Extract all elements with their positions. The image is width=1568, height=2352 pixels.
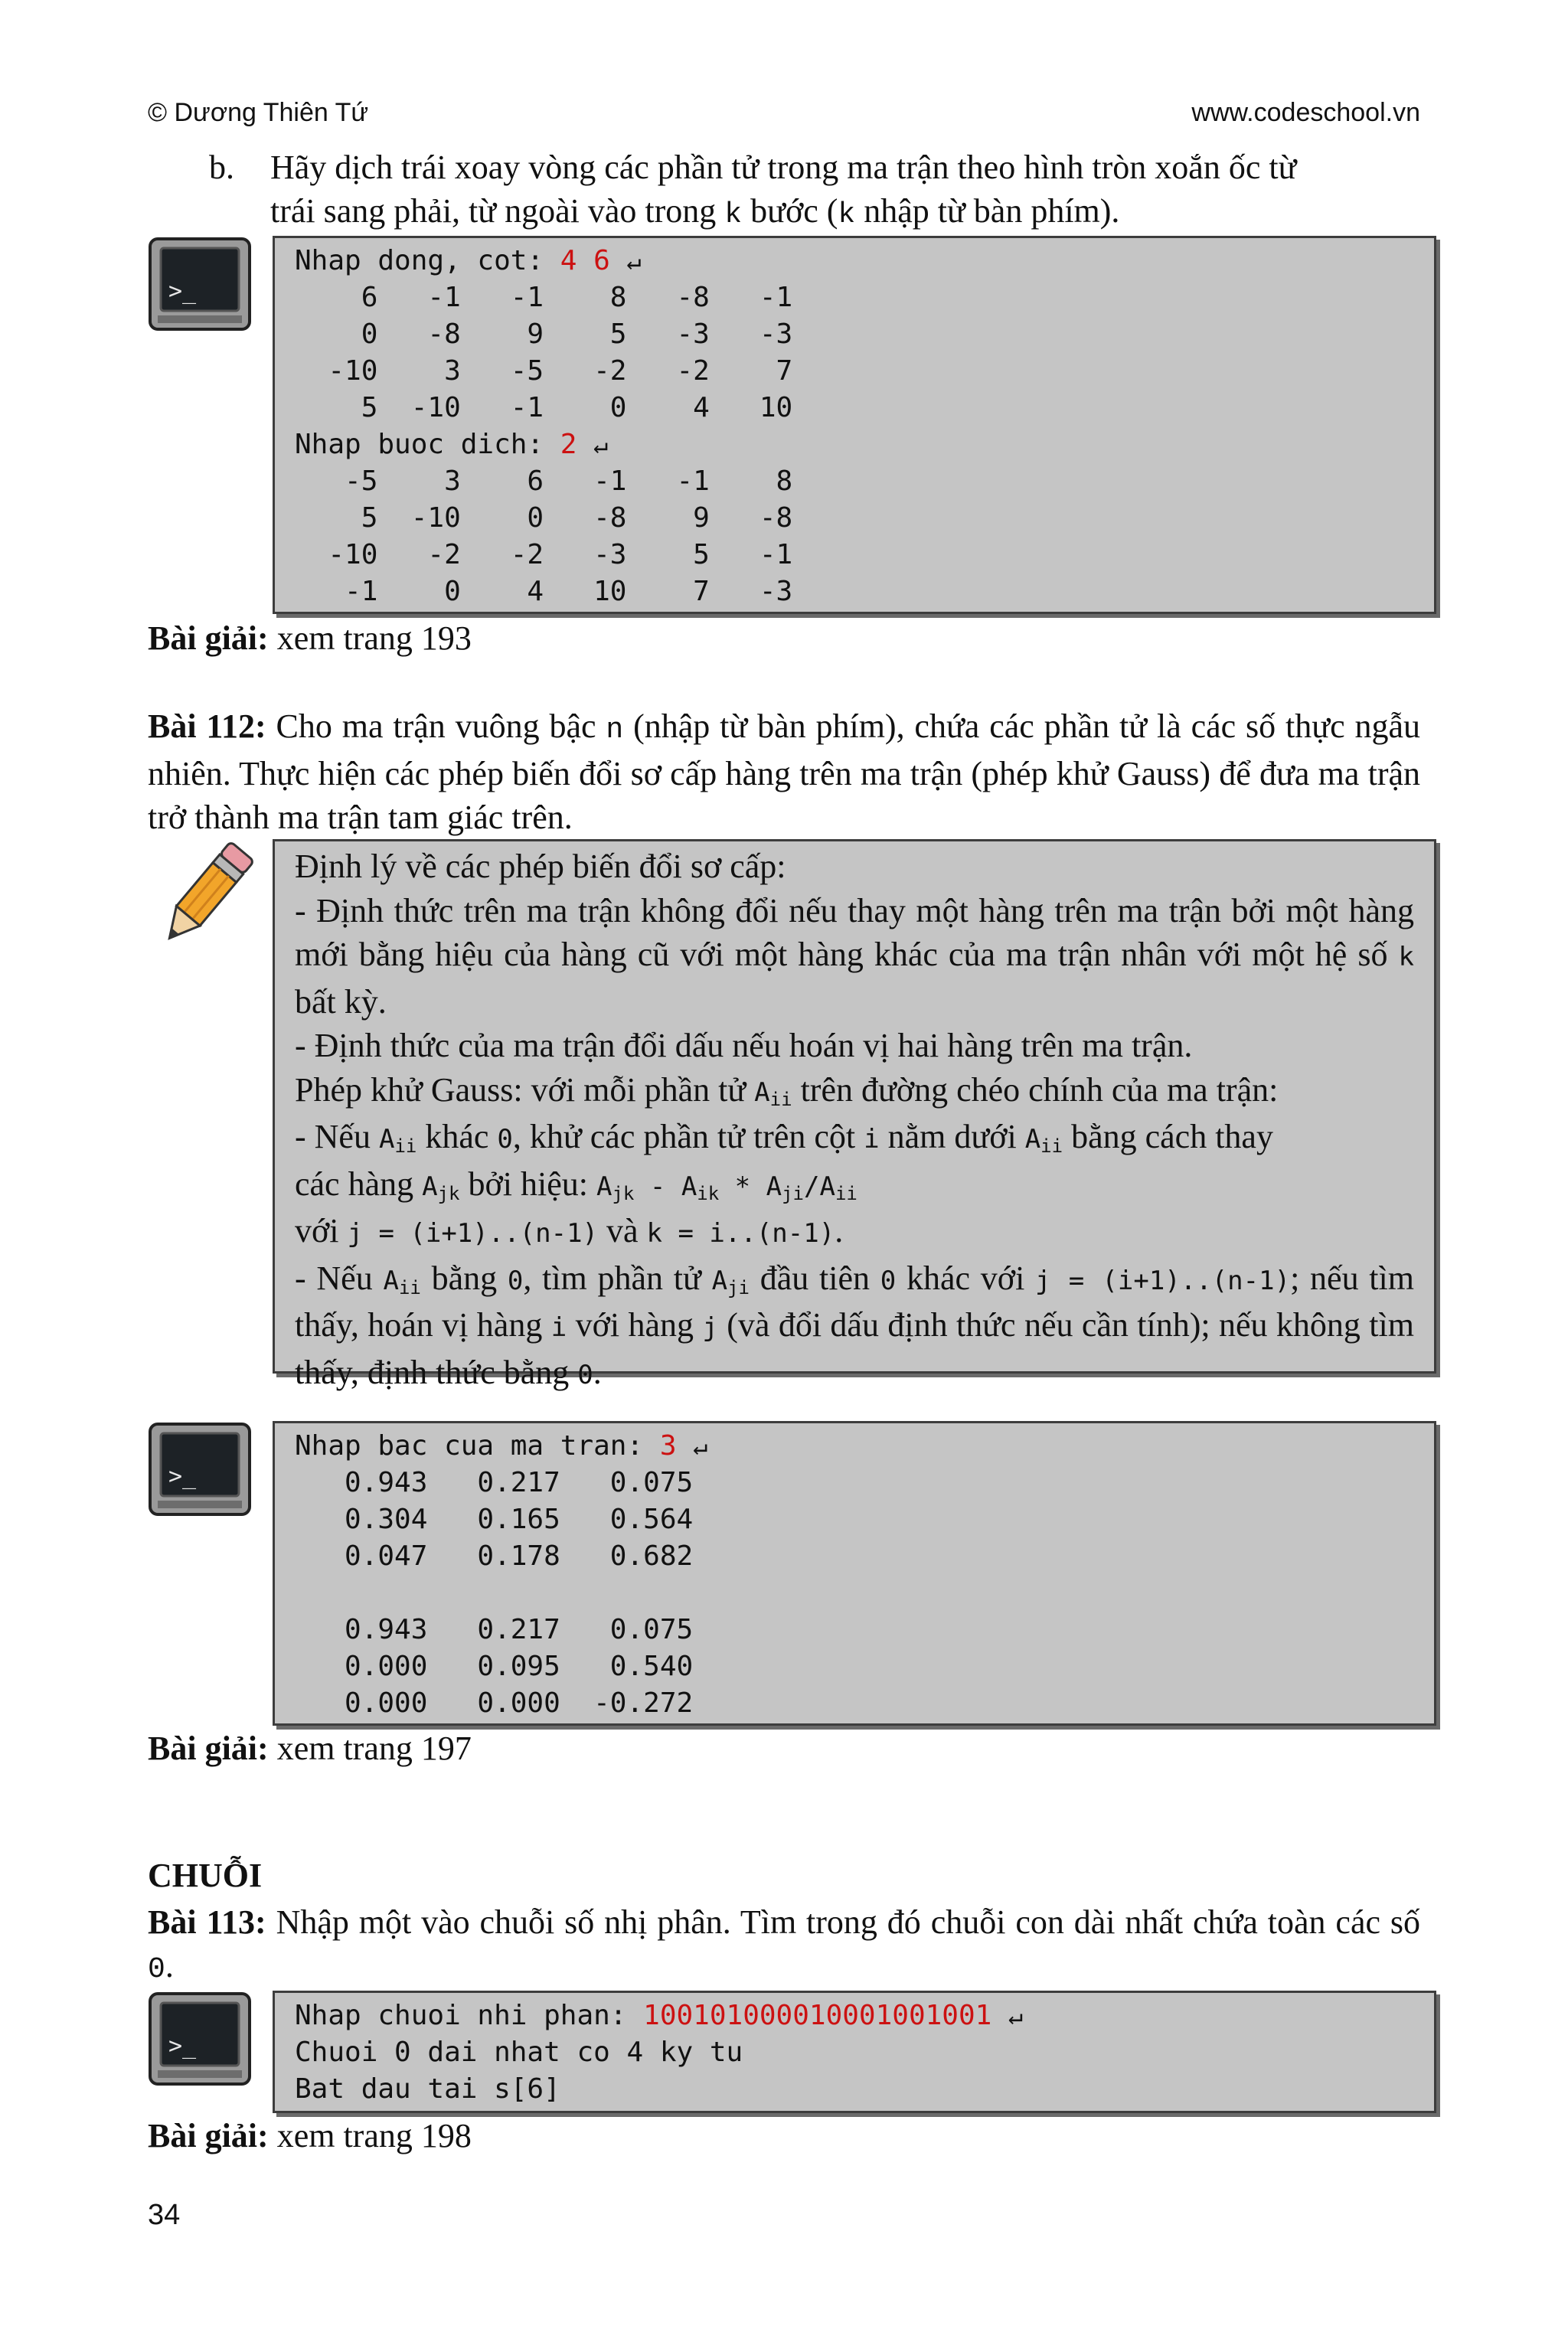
note-line: - Nếu $A_{ii}$ khác 0, khử các phần tử trên cột i nằm dưới $A_{ii}$ bằng cách thay	[295, 1118, 1273, 1157]
var-k: k	[724, 198, 743, 231]
note-line: các hàng $A_{jk}$ bởi hiệu: $A_{jk} - A_{ik} * A_{ji}/A_{ii}$	[295, 1165, 858, 1204]
console-input: 3	[659, 1430, 677, 1462]
console-output-1	[273, 236, 1436, 614]
return-icon: ↵	[693, 1432, 708, 1461]
solution-ref-3: Bài giải: xem trang 198	[148, 2117, 472, 2154]
svg-text:>_: >_	[168, 1463, 197, 1490]
console-input: 4 6	[560, 245, 610, 276]
note-line: - Nếu $A_{ii}$ bằng 0, tìm phần tử $A_{ji}$ đầu tiên 0 khác với j = (i+1)..(n-1); nếu tìm thấy, hoán vị hàng i với hàng j (và đổi dấu định thức nếu cần tính); nếu không tìm thấy, định thức bằng 0.	[295, 1259, 1414, 1391]
terminal-icon	[147, 1421, 254, 1521]
console-input: 100101000010001001001	[643, 2000, 992, 2031]
matrix-row: 6 -1 -1 8 -8 -1	[295, 282, 793, 313]
var-k: k	[838, 198, 856, 231]
note-line: - Định thức của ma trận đổi dấu nếu hoán vị hai hàng trên ma trận.	[295, 1027, 1193, 1064]
matrix-row: 0.304 0.165 0.564	[295, 1504, 694, 1535]
exercise-112	[148, 704, 1420, 839]
solution-ref-1: Bài giải: xem trang 193	[148, 619, 472, 657]
pencil-icon	[147, 839, 262, 954]
page-number: 34	[148, 2199, 181, 2231]
solution-ref-2: Bài giải: xem trang 197	[148, 1730, 472, 1767]
note-line: với j = (i+1)..(n-1) và k = i..(n-1).	[295, 1212, 844, 1250]
item-b-line1: Hãy dịch trái xoay vòng các phần tử trong ma trận theo hình tròn xoắn ốc từ	[270, 149, 1297, 186]
matrix-row: 0.047 0.178 0.682	[295, 1540, 694, 1572]
console-prompt: Nhap bac cua ma tran:	[295, 1430, 660, 1462]
note-line: - Định thức trên ma trận không đổi nếu thay một hàng trên ma trận bởi một hàng mới bằng hiệu của hàng cũ với một hàng khác của ma trận nhân với một hệ số k bất kỳ.	[295, 891, 1414, 1021]
svg-text:>_: >_	[168, 278, 197, 305]
matrix-row: 0.943 0.217 0.075	[295, 1467, 694, 1498]
console-input: 2	[560, 429, 577, 460]
console-output-2	[273, 1421, 1436, 1726]
exercise-text: .	[165, 1947, 174, 1984]
matrix-row: 0.000 0.095 0.540	[295, 1651, 694, 1682]
note-title: Định lý về các phép biến đổi sơ cấp:	[295, 848, 786, 885]
exercise-text: (nhập từ bàn phím), chứa các phần tử là các số thực ngẫu nhiên. Thực hiện các phép biến đổi sơ cấp hàng trên ma trận (phép khử Gauss) để đưa ma trận trở thành ma trận tam giác trên.	[148, 707, 1421, 836]
return-icon: ↵	[593, 430, 609, 459]
terminal-icon	[147, 236, 254, 335]
console-prompt: Nhap buoc dich:	[295, 429, 560, 460]
item-b-line2c: nhập từ bàn phím).	[855, 192, 1120, 230]
matrix-row: 0 -8 9 5 -3 -3	[295, 318, 793, 350]
return-icon: ↵	[1008, 2001, 1024, 2030]
matrix-row: -1 0 4 10 7 -3	[295, 576, 793, 607]
header-author: © Dương Thiên Tứ	[148, 98, 369, 127]
console-line: Bat dau tai s[6]	[295, 2073, 560, 2105]
header-website: www.codeschool.vn	[1191, 98, 1420, 127]
terminal-icon	[147, 1991, 254, 2090]
exercise-label: Bài 113:	[148, 1903, 266, 1941]
var-n: n	[606, 714, 624, 746]
matrix-row: 0.943 0.217 0.075	[295, 1614, 694, 1645]
note-line: Phép khử Gauss: với mỗi phần tử $A_{ii}$ trên đường chéo chính của ma trận:	[295, 1070, 1279, 1110]
item-b-line2a: trái sang phải, từ ngoài vào trong	[270, 192, 725, 230]
matrix-row: 5 -10 -1 0 4 10	[295, 392, 793, 423]
section-heading: CHUỖI	[148, 1857, 263, 1894]
return-icon: ↵	[626, 247, 642, 276]
console-output-3	[273, 1991, 1436, 2113]
exercise-text: Nhập một vào chuỗi số nhị phân. Tìm trong đó chuỗi con dài nhất chứa toàn các số	[266, 1903, 1421, 1941]
var-zero: 0	[148, 1953, 165, 1986]
matrix-row: -10 3 -5 -2 -2 7	[295, 355, 793, 387]
matrix-row: 0.000 0.000 -0.272	[295, 1687, 694, 1719]
item-marker: b.	[209, 149, 234, 186]
item-b	[148, 145, 1420, 237]
note-box	[273, 839, 1436, 1391]
svg-text:>_: >_	[168, 2033, 197, 2060]
matrix-row: -5 3 6 -1 -1 8	[295, 466, 793, 497]
matrix-row: 5 -10 0 -8 9 -8	[295, 502, 793, 534]
exercise-113	[148, 1900, 1420, 1991]
console-line: Chuoi 0 dai nhat co 4 ky tu	[295, 2037, 743, 2068]
item-b-line2b: bước (	[742, 192, 838, 230]
matrix-row: -10 -2 -2 -3 5 -1	[295, 539, 793, 570]
console-prompt: Nhap dong, cot:	[295, 245, 560, 276]
exercise-label: Bài 112:	[148, 707, 266, 745]
console-prompt: Nhap chuoi nhi phan:	[295, 2000, 644, 2031]
exercise-text: Cho ma trận vuông bậc	[266, 707, 606, 745]
